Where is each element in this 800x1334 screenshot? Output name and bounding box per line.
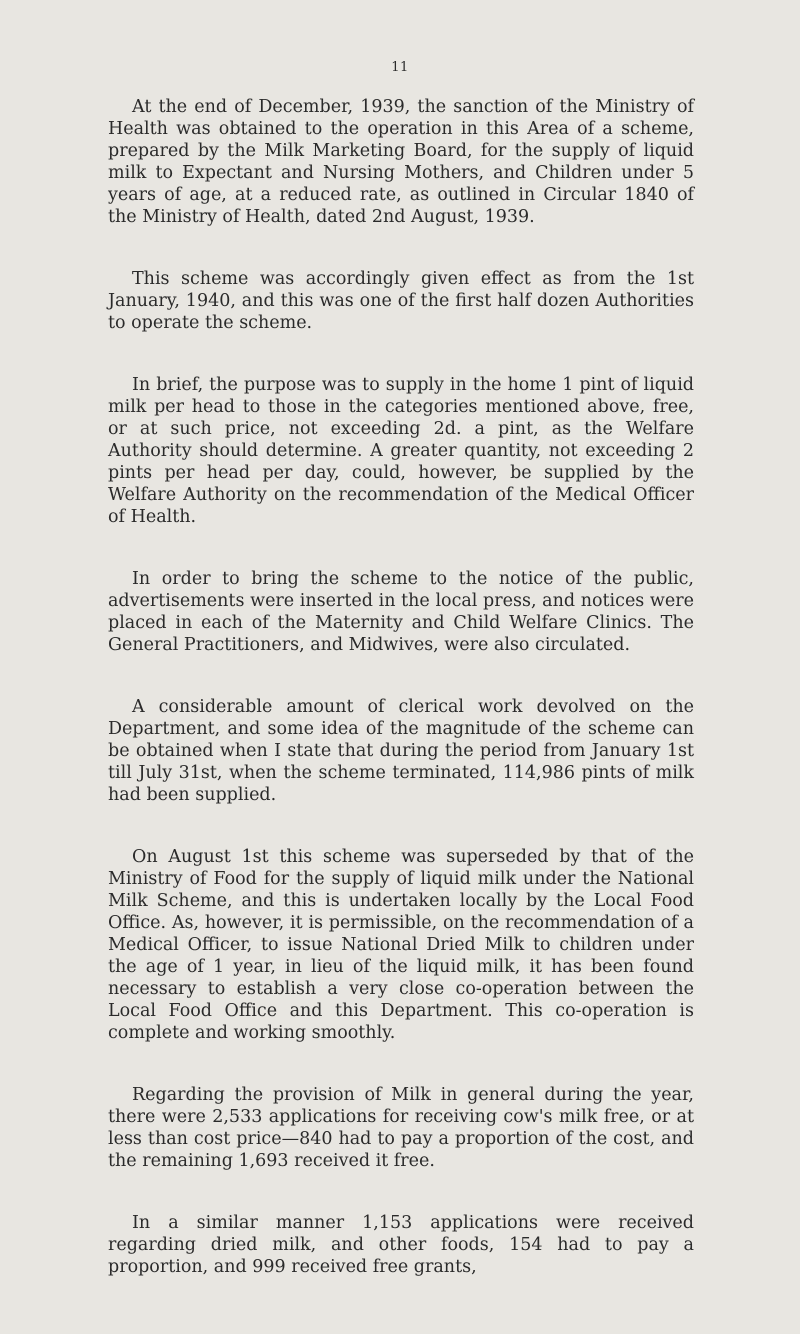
page-number: 11: [391, 60, 409, 75]
paragraph-scheme-effect: This scheme was accordingly given effect as from the 1st January, 1940, and this was one of the first half dozen Authorities to operate the scheme.: [108, 269, 694, 333]
paragraph-scheme-purpose: In brief, the purpose was to supply in the home 1 pint of liquid milk per head to those in the categories mentioned above, free, or at such price, not exceeding 2d. a pint, as the Welfare Authority should determine. A greater quantity, not exceeding 2 pints per head per day, could, however, be supplied by the Welfare Authority on the recommendation of the Medical Officer of Health.: [108, 375, 694, 527]
paragraph-publicity: In order to bring the scheme to the notice of the public, advertisements were inserted in the local press, and notices were placed in each of the Maternity and Child Welfare Clinics. The General Practitioners, and Midwives, were also circulated.: [108, 569, 694, 655]
paragraph-national-milk-scheme: On August 1st this scheme was superseded by that of the Ministry of Food for the supply of liquid milk under the National Milk Scheme, and this is undertaken locally by the Local Food Office. As, however, it is permissible, on the recommendation of a Medical Officer, to issue National Dried Milk to children under the age of 1 year, in lieu of the liquid milk, it has been found necessary to establish a very close co-operation between the Local Food Office and this Department. This co-operation is complete and working smoothly.: [108, 847, 694, 1043]
paragraph-dried-milk-applications: In a similar manner 1,153 applications were received regarding dried milk, and other foods, 154 had to pay a proportion, and 999 received free grants,: [108, 1213, 694, 1277]
body-text: [108, 96, 694, 1318]
paragraph-clerical-work: A considerable amount of clerical work devolved on the Department, and some idea of the magnitude of the scheme can be obtained when I state that during the period from January 1st till July 31st, when the scheme terminated, 114,986 pints of milk had been supplied.: [108, 697, 694, 805]
paragraph-cows-milk-applications: Regarding the provision of Milk in general during the year, there were 2,533 applications for receiving cow's milk free, or at less than cost price—840 had to pay a proportion of the cost, and the remaining 1,693 received it free.: [108, 1085, 694, 1171]
paragraph-scheme-sanction: At the end of December, 1939, the sanction of the Ministry of Health was obtained to the operation in this Area of a scheme, prepared by the Milk Marketing Board, for the supply of liquid milk to Expectant and Nursing Mothers, and Children under 5 years of age, at a reduced rate, as outlined in Circular 1840 of the Ministry of Health, dated 2nd August, 1939.: [108, 97, 694, 227]
